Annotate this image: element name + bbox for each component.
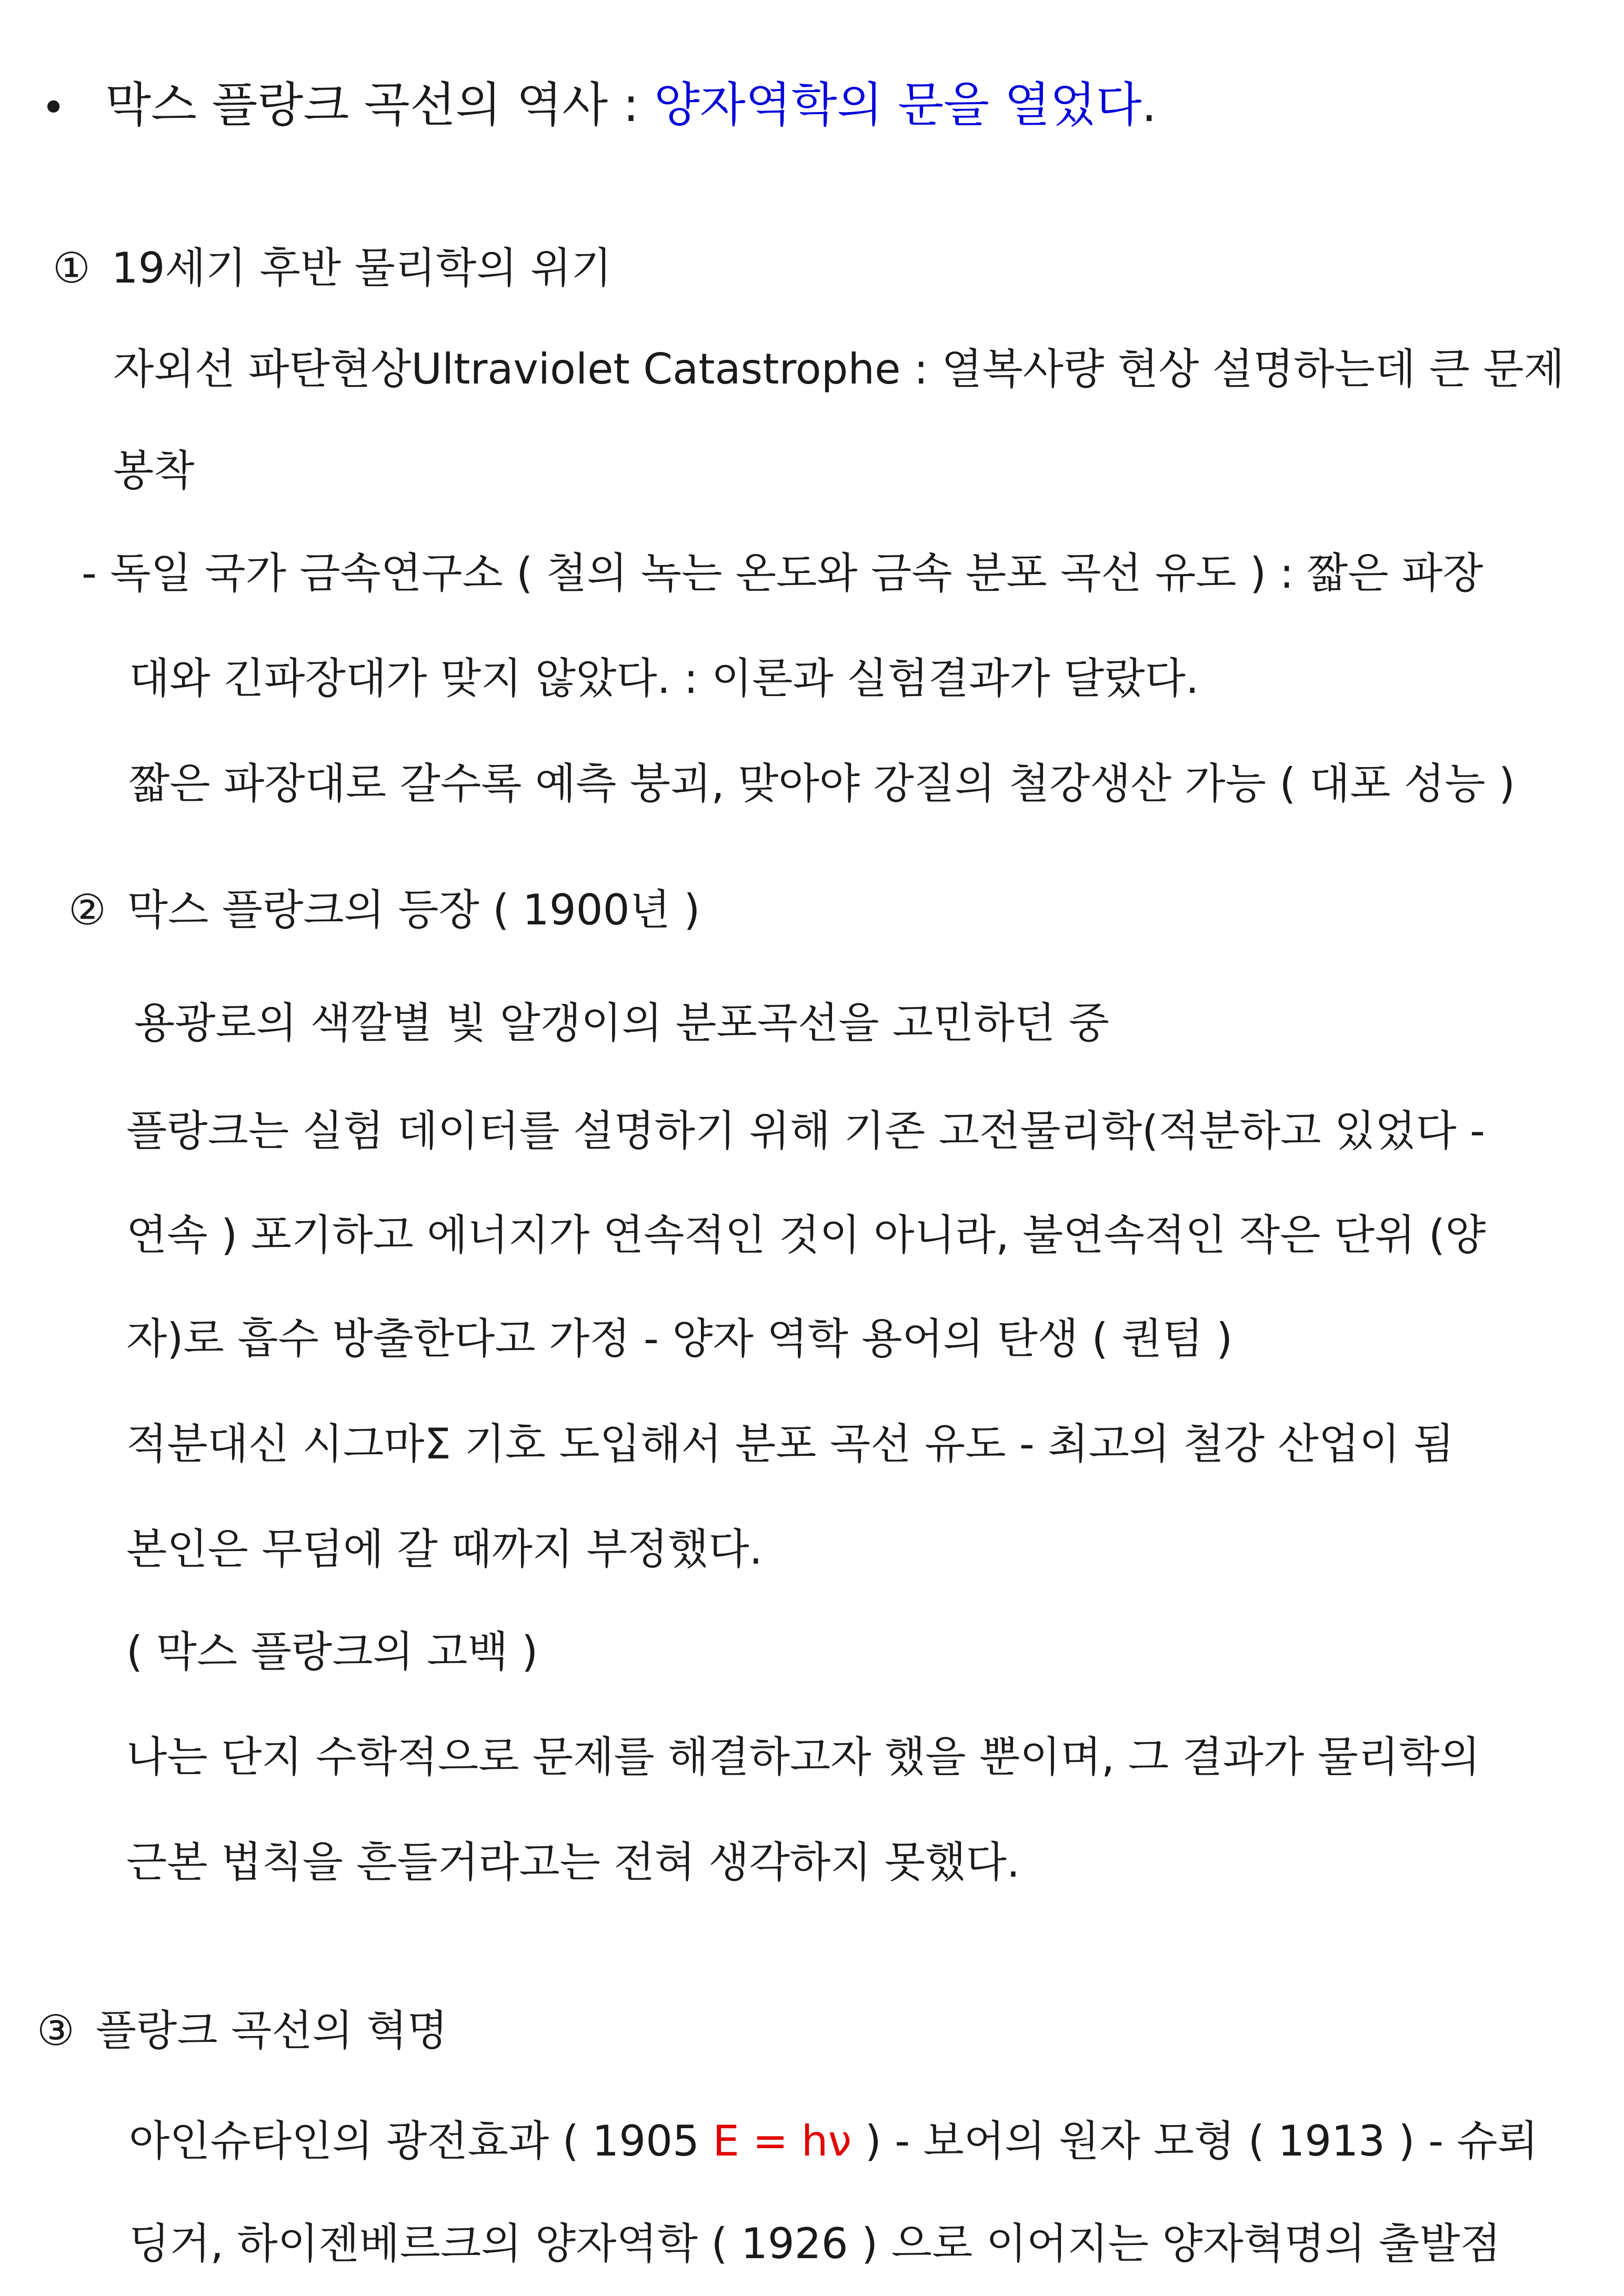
- formula-text: E = hν: [713, 2117, 852, 2166]
- page-title: [105, 76, 1157, 134]
- section2-line: ( 막스 플랑크의 고백 ): [126, 1627, 538, 1676]
- section1-line: 봉착: [113, 446, 195, 495]
- section1-marker: ①: [53, 244, 91, 293]
- section1-line: 자외선 파탄현상Ultraviolet Catastrophe : 열복사량 현상 설명하는데 큰 문제: [113, 345, 1565, 394]
- section2-line: 연속 ) 포기하고 에너지가 연속적인 것이 아니라, 불연속적인 작은 단위 (양: [126, 1211, 1486, 1260]
- section1-line: - 독일 국가 금속연구소 ( 철의 녹는 온도와 금속 분포 곡선 유도 ) : 짧은 파장: [82, 549, 1483, 598]
- title-highlight: 양자역학의 문을 열었다: [654, 77, 1142, 133]
- section3-heading: [37, 2005, 448, 2057]
- section1-heading: [53, 242, 612, 295]
- section3-line1-suffix: ) - 보어의 원자 모형 ( 1913 ) - 슈뢰: [851, 2117, 1538, 2166]
- section1-line: 짧은 파장대로 갈수록 예측 붕괴, 맞아야 강질의 철강생산 가능 ( 대포 성능 ): [129, 759, 1516, 808]
- section1-line: 대와 긴파장대가 맞지 않았다. : 이론과 실험결과가 달랐다.: [129, 654, 1199, 703]
- section3-line: 딩거, 하이젠베르크의 양자역학 ( 1926 ) 으로 이어지는 양자혁명의 출발점: [129, 2219, 1501, 2268]
- title-bullet: •: [41, 83, 66, 132]
- section3-line1-prefix: 아인슈타인의 광전효과 ( 1905: [129, 2117, 713, 2166]
- section2-line: 용광로의 색깔별 빛 알갱이의 분포곡선을 고민하던 중: [134, 999, 1109, 1048]
- section2-heading: [68, 884, 700, 936]
- section2-line: 본인은 무덤에 갈 때까지 부정했다.: [126, 1525, 763, 1574]
- section2-line: 근본 법칙을 흔들거라고는 전혀 생각하지 못했다.: [126, 1838, 1020, 1887]
- title-suffix: .: [1141, 77, 1157, 133]
- section2-marker: ②: [68, 885, 106, 934]
- section1-heading-text: 19세기 후반 물리학의 위기: [111, 244, 612, 293]
- title-prefix: 막스 플랑크 곡선의 역사 :: [105, 77, 654, 133]
- section2-line: 적분대신 시그마Σ 기호 도입해서 분포 곡선 유도 - 최고의 철강 산업이 됨: [126, 1419, 1454, 1468]
- section2-line: 나는 단지 수학적으로 문제를 해결하고자 했을 뿐이며, 그 결과가 물리학의: [126, 1733, 1480, 1781]
- section3-line: [129, 2115, 1538, 2168]
- section3-heading-text: 플랑크 곡선의 혁명: [95, 2006, 448, 2055]
- section2-line: 플랑크는 실험 데이터를 설명하기 위해 기존 고전물리학(적분하고 있었다 -: [126, 1106, 1485, 1155]
- section2-heading-text: 막스 플랑크의 등장 ( 1900년 ): [127, 885, 700, 934]
- section3-marker: ③: [37, 2006, 75, 2055]
- section2-line: 자)로 흡수 방출한다고 가정 - 양자 역학 용어의 탄생 ( 퀀텀 ): [126, 1314, 1233, 1363]
